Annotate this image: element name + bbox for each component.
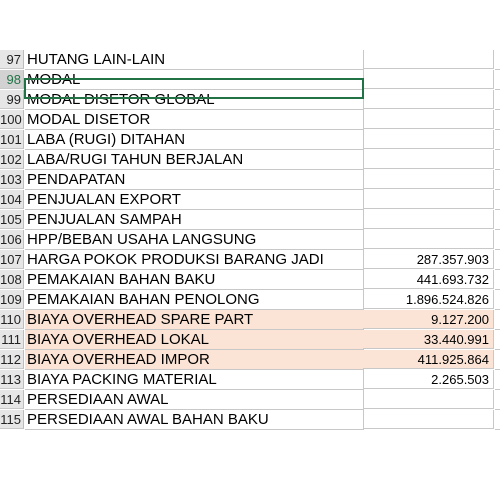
cell-empty[interactable]	[495, 250, 500, 270]
cell-empty[interactable]	[495, 270, 500, 290]
cell-account-name[interactable]: PENJUALAN EXPORT	[25, 190, 364, 210]
cell-account-name[interactable]: BIAYA OVERHEAD IMPOR	[25, 350, 364, 370]
cell-empty[interactable]	[495, 50, 500, 70]
row-header[interactable]: 114	[0, 390, 24, 409]
cell-amount[interactable]	[363, 50, 494, 69]
table-row[interactable]	[0, 90, 500, 110]
cell-empty[interactable]	[495, 310, 500, 330]
cell-account-name[interactable]: MODAL DISETOR GLOBAL	[25, 90, 364, 110]
cell-empty[interactable]	[495, 370, 500, 390]
row-header[interactable]: 98	[0, 70, 24, 89]
cell-amount[interactable]	[363, 90, 494, 109]
cell-amount[interactable]	[363, 150, 494, 169]
table-row[interactable]	[0, 230, 500, 250]
row-header[interactable]: 111	[0, 330, 24, 349]
table-row[interactable]	[0, 310, 500, 330]
cell-account-name[interactable]: PENJUALAN SAMPAH	[25, 210, 364, 230]
cell-empty[interactable]	[495, 190, 500, 210]
row-header[interactable]: 99	[0, 90, 24, 109]
cell-amount[interactable]	[363, 230, 494, 249]
table-row[interactable]	[0, 330, 500, 350]
table-row[interactable]	[0, 110, 500, 130]
row-header[interactable]: 110	[0, 310, 24, 329]
table-row[interactable]	[0, 250, 500, 270]
cell-empty[interactable]	[495, 210, 500, 230]
cell-empty[interactable]	[495, 230, 500, 250]
cell-empty[interactable]	[495, 330, 500, 350]
cell-account-name[interactable]: BIAYA OVERHEAD SPARE PART	[25, 310, 364, 330]
cell-amount[interactable]	[363, 170, 494, 189]
row-header[interactable]: 105	[0, 210, 24, 229]
row-header[interactable]: 108	[0, 270, 24, 289]
cell-amount[interactable]	[363, 130, 494, 149]
cell-amount[interactable]	[363, 110, 494, 129]
cell-empty[interactable]	[495, 410, 500, 430]
cell-amount[interactable]: 33.440.991	[363, 330, 494, 349]
table-row[interactable]	[0, 410, 500, 430]
table-row[interactable]	[0, 370, 500, 390]
cell-account-name[interactable]: PEMAKAIAN BAHAN PENOLONG	[25, 290, 364, 310]
table-row[interactable]	[0, 290, 500, 310]
table-row[interactable]	[0, 210, 500, 230]
cell-account-name[interactable]: HPP/BEBAN USAHA LANGSUNG	[25, 230, 364, 250]
cell-account-name[interactable]: MODAL	[25, 70, 364, 90]
cell-amount[interactable]: 441.693.732	[363, 270, 494, 289]
cell-amount[interactable]	[363, 210, 494, 229]
table-row[interactable]	[0, 390, 500, 410]
table-row[interactable]	[0, 70, 500, 90]
table-row[interactable]	[0, 130, 500, 150]
cell-account-name[interactable]: MODAL DISETOR	[25, 110, 364, 130]
cell-empty[interactable]	[495, 130, 500, 150]
table-row[interactable]	[0, 270, 500, 290]
spreadsheet-grid	[0, 50, 500, 430]
cell-amount[interactable]: 2.265.503	[363, 370, 494, 389]
row-header[interactable]: 115	[0, 410, 24, 429]
cell-empty[interactable]	[495, 70, 500, 90]
row-header[interactable]: 104	[0, 190, 24, 209]
cell-empty[interactable]	[495, 390, 500, 410]
cell-account-name[interactable]: BIAYA OVERHEAD LOKAL	[25, 330, 364, 350]
row-header[interactable]: 106	[0, 230, 24, 249]
cell-amount[interactable]: 1.896.524.826	[363, 290, 494, 309]
cell-account-name[interactable]: PEMAKAIAN BAHAN BAKU	[25, 270, 364, 290]
table-row[interactable]	[0, 350, 500, 370]
cell-account-name[interactable]: LABA (RUGI) DITAHAN	[25, 130, 364, 150]
cell-amount[interactable]: 411.925.864	[363, 350, 494, 369]
cell-amount[interactable]	[363, 70, 494, 89]
cell-amount[interactable]	[363, 190, 494, 209]
cell-empty[interactable]	[495, 110, 500, 130]
cell-account-name[interactable]: BIAYA PACKING MATERIAL	[25, 370, 364, 390]
table-row[interactable]	[0, 190, 500, 210]
cell-account-name[interactable]: HUTANG LAIN-LAIN	[25, 50, 364, 70]
cell-amount[interactable]	[363, 390, 494, 409]
table-row[interactable]	[0, 150, 500, 170]
cell-empty[interactable]	[495, 350, 500, 370]
row-header[interactable]: 100	[0, 110, 24, 129]
row-header[interactable]: 97	[0, 50, 24, 69]
cell-account-name[interactable]: HARGA POKOK PRODUKSI BARANG JADI	[25, 250, 364, 270]
cell-empty[interactable]	[495, 90, 500, 110]
cell-account-name[interactable]: PERSEDIAAN AWAL BAHAN BAKU	[25, 410, 364, 430]
cell-amount[interactable]: 9.127.200	[363, 310, 494, 329]
table-row[interactable]	[0, 170, 500, 190]
cell-empty[interactable]	[495, 290, 500, 310]
cell-amount[interactable]	[363, 410, 494, 429]
cell-account-name[interactable]: PENDAPATAN	[25, 170, 364, 190]
cell-account-name[interactable]: LABA/RUGI TAHUN BERJALAN	[25, 150, 364, 170]
cell-account-name[interactable]: PERSEDIAAN AWAL	[25, 390, 364, 410]
cell-empty[interactable]	[495, 170, 500, 190]
row-header[interactable]: 103	[0, 170, 24, 189]
cell-amount[interactable]: 287.357.903	[363, 250, 494, 269]
row-header[interactable]: 112	[0, 350, 24, 369]
cell-empty[interactable]	[495, 150, 500, 170]
row-header[interactable]: 101	[0, 130, 24, 149]
row-header[interactable]: 113	[0, 370, 24, 389]
row-header[interactable]: 102	[0, 150, 24, 169]
row-header[interactable]: 107	[0, 250, 24, 269]
table-row[interactable]	[0, 50, 500, 70]
row-header[interactable]: 109	[0, 290, 24, 309]
